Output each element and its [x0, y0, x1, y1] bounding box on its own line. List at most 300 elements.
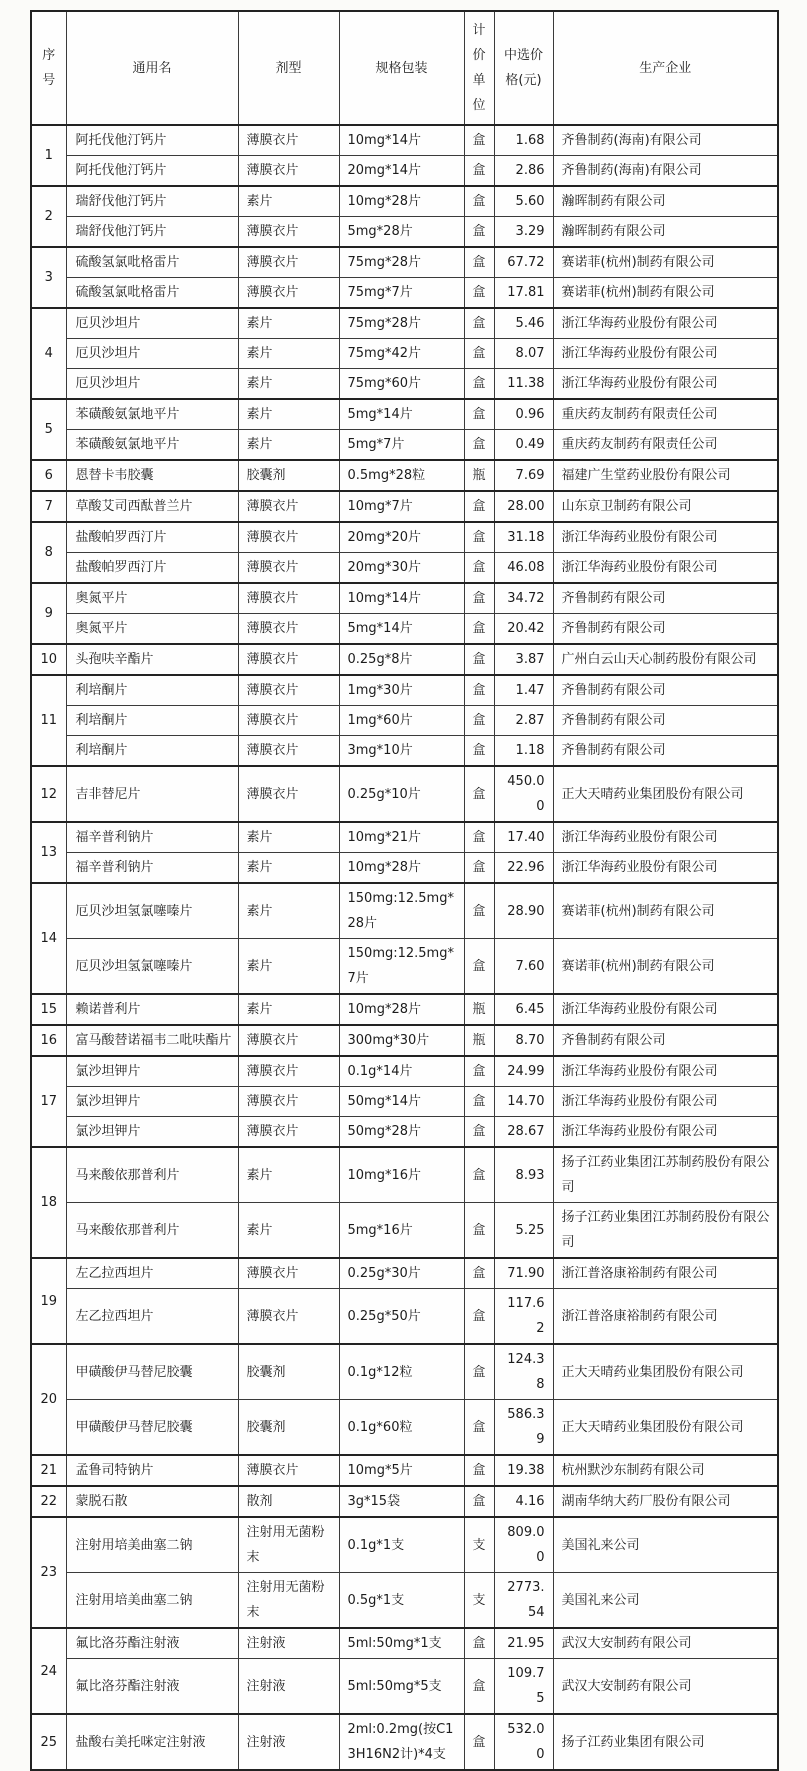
- cell-dosage-form: 素片: [238, 883, 339, 939]
- cell-spec: 10mg*28片: [339, 186, 464, 217]
- cell-manufacturer: 美国礼来公司: [553, 1573, 778, 1629]
- cell-dosage-form: 薄膜衣片: [238, 125, 339, 156]
- cell-serial-no: 24: [31, 1628, 66, 1714]
- cell-price: 71.90: [494, 1258, 553, 1289]
- cell-spec: 5mg*14片: [339, 614, 464, 645]
- cell-price: 20.42: [494, 614, 553, 645]
- cell-unit: 盒: [464, 614, 494, 645]
- cell-generic-name: 头孢呋辛酯片: [66, 644, 238, 675]
- cell-generic-name: 氯沙坦钾片: [66, 1056, 238, 1087]
- cell-price: 17.81: [494, 278, 553, 309]
- cell-generic-name: 苯磺酸氨氯地平片: [66, 430, 238, 461]
- cell-price: 1.47: [494, 675, 553, 706]
- cell-unit: 盒: [464, 1289, 494, 1345]
- cell-generic-name: 草酸艾司西酞普兰片: [66, 491, 238, 522]
- cell-price: 3.29: [494, 217, 553, 248]
- table-row: [31, 1289, 778, 1345]
- table-row: [31, 1025, 778, 1056]
- cell-manufacturer: 正大天晴药业集团股份有限公司: [553, 766, 778, 822]
- table-row: [31, 430, 778, 461]
- cell-generic-name: 福辛普利钠片: [66, 822, 238, 853]
- cell-unit: 盒: [464, 1659, 494, 1715]
- cell-spec: 0.5g*1支: [339, 1573, 464, 1629]
- col-header-price: 中选价格(元): [494, 11, 553, 125]
- table-row: [31, 339, 778, 369]
- cell-spec: 75mg*42片: [339, 339, 464, 369]
- cell-manufacturer: 浙江华海药业股份有限公司: [553, 822, 778, 853]
- cell-dosage-form: 薄膜衣片: [238, 1289, 339, 1345]
- table-row: [31, 186, 778, 217]
- cell-serial-no: 20: [31, 1344, 66, 1455]
- cell-manufacturer: 浙江华海药业股份有限公司: [553, 853, 778, 884]
- cell-dosage-form: 薄膜衣片: [238, 736, 339, 767]
- cell-generic-name: 福辛普利钠片: [66, 853, 238, 884]
- table-row: [31, 399, 778, 430]
- cell-generic-name: 盐酸帕罗西汀片: [66, 553, 238, 584]
- cell-unit: 瓶: [464, 994, 494, 1025]
- cell-dosage-form: 薄膜衣片: [238, 766, 339, 822]
- cell-spec: 10mg*16片: [339, 1147, 464, 1203]
- cell-unit: 盒: [464, 369, 494, 400]
- cell-price: 5.46: [494, 308, 553, 339]
- cell-unit: 盒: [464, 822, 494, 853]
- cell-generic-name: 孟鲁司特钠片: [66, 1455, 238, 1486]
- cell-spec: 10mg*28片: [339, 994, 464, 1025]
- cell-generic-name: 马来酸依那普利片: [66, 1147, 238, 1203]
- col-header-dosage-form: 剂型: [238, 11, 339, 125]
- cell-unit: 支: [464, 1573, 494, 1629]
- table-row: [31, 156, 778, 187]
- cell-price: 4.16: [494, 1486, 553, 1517]
- cell-serial-no: 11: [31, 675, 66, 766]
- cell-unit: 盒: [464, 1400, 494, 1456]
- table-row: [31, 766, 778, 822]
- cell-price: 11.38: [494, 369, 553, 400]
- cell-unit: 盒: [464, 939, 494, 995]
- cell-price: 8.07: [494, 339, 553, 369]
- cell-spec: 3g*15袋: [339, 1486, 464, 1517]
- cell-unit: 盒: [464, 1147, 494, 1203]
- cell-unit: 支: [464, 1517, 494, 1573]
- table-row: [31, 1517, 778, 1573]
- cell-spec: 10mg*28片: [339, 853, 464, 884]
- cell-dosage-form: 素片: [238, 369, 339, 400]
- cell-dosage-form: 素片: [238, 853, 339, 884]
- cell-manufacturer: 山东京卫制药有限公司: [553, 491, 778, 522]
- cell-dosage-form: 素片: [238, 822, 339, 853]
- cell-spec: 0.1g*14片: [339, 1056, 464, 1087]
- table-row: [31, 706, 778, 736]
- cell-price: 1.18: [494, 736, 553, 767]
- cell-dosage-form: 薄膜衣片: [238, 491, 339, 522]
- cell-dosage-form: 素片: [238, 994, 339, 1025]
- cell-unit: 盒: [464, 1258, 494, 1289]
- cell-manufacturer: 齐鲁制药(海南)有限公司: [553, 156, 778, 187]
- table-row: [31, 644, 778, 675]
- cell-unit: 盒: [464, 125, 494, 156]
- cell-spec: 0.5mg*28粒: [339, 460, 464, 491]
- cell-spec: 10mg*14片: [339, 583, 464, 614]
- cell-spec: 10mg*7片: [339, 491, 464, 522]
- cell-unit: 盒: [464, 1486, 494, 1517]
- cell-manufacturer: 浙江华海药业股份有限公司: [553, 339, 778, 369]
- cell-unit: 盒: [464, 1203, 494, 1259]
- cell-spec: 150mg:12.5mg*28片: [339, 883, 464, 939]
- cell-spec: 300mg*30片: [339, 1025, 464, 1056]
- cell-spec: 20mg*14片: [339, 156, 464, 187]
- col-header-serial-no: 序号: [31, 11, 66, 125]
- cell-price: 67.72: [494, 247, 553, 278]
- cell-manufacturer: 齐鲁制药有限公司: [553, 675, 778, 706]
- cell-price: 28.90: [494, 883, 553, 939]
- cell-generic-name: 吉非替尼片: [66, 766, 238, 822]
- table-row: [31, 853, 778, 884]
- cell-manufacturer: 浙江华海药业股份有限公司: [553, 553, 778, 584]
- cell-unit: 瓶: [464, 1025, 494, 1056]
- cell-manufacturer: 浙江华海药业股份有限公司: [553, 1117, 778, 1148]
- cell-serial-no: 17: [31, 1056, 66, 1147]
- cell-price: 14.70: [494, 1087, 553, 1117]
- cell-dosage-form: 薄膜衣片: [238, 583, 339, 614]
- cell-dosage-form: 素片: [238, 339, 339, 369]
- cell-price: 8.70: [494, 1025, 553, 1056]
- cell-generic-name: 注射用培美曲塞二钠: [66, 1517, 238, 1573]
- cell-price: 19.38: [494, 1455, 553, 1486]
- cell-serial-no: 12: [31, 766, 66, 822]
- table-row: [31, 125, 778, 156]
- cell-price: 24.99: [494, 1056, 553, 1087]
- table-row: [31, 1573, 778, 1629]
- cell-generic-name: 氯沙坦钾片: [66, 1087, 238, 1117]
- cell-serial-no: 21: [31, 1455, 66, 1486]
- cell-manufacturer: 齐鲁制药有限公司: [553, 736, 778, 767]
- cell-dosage-form: 注射液: [238, 1659, 339, 1715]
- cell-unit: 盒: [464, 1087, 494, 1117]
- cell-generic-name: 蒙脱石散: [66, 1486, 238, 1517]
- cell-manufacturer: 广州白云山天心制药股份有限公司: [553, 644, 778, 675]
- cell-manufacturer: 赛诺菲(杭州)制药有限公司: [553, 939, 778, 995]
- cell-generic-name: 阿托伐他汀钙片: [66, 156, 238, 187]
- cell-dosage-form: 散剂: [238, 1486, 339, 1517]
- cell-spec: 3mg*10片: [339, 736, 464, 767]
- cell-price: 7.69: [494, 460, 553, 491]
- cell-dosage-form: 薄膜衣片: [238, 278, 339, 309]
- cell-manufacturer: 赛诺菲(杭州)制药有限公司: [553, 247, 778, 278]
- cell-spec: 5ml:50mg*1支: [339, 1628, 464, 1659]
- cell-dosage-form: 薄膜衣片: [238, 1455, 339, 1486]
- cell-spec: 150mg:12.5mg*7片: [339, 939, 464, 995]
- cell-dosage-form: 注射用无菌粉末: [238, 1517, 339, 1573]
- cell-spec: 0.25g*8片: [339, 644, 464, 675]
- cell-price: 450.00: [494, 766, 553, 822]
- cell-spec: 0.1g*60粒: [339, 1400, 464, 1456]
- table-row: [31, 883, 778, 939]
- table-row: [31, 614, 778, 645]
- cell-unit: 盒: [464, 308, 494, 339]
- cell-generic-name: 恩替卡韦胶囊: [66, 460, 238, 491]
- cell-dosage-form: 素片: [238, 308, 339, 339]
- cell-manufacturer: 瀚晖制药有限公司: [553, 217, 778, 248]
- cell-manufacturer: 齐鲁制药有限公司: [553, 1025, 778, 1056]
- cell-generic-name: 注射用培美曲塞二钠: [66, 1573, 238, 1629]
- cell-unit: 盒: [464, 339, 494, 369]
- table-row: [31, 1056, 778, 1087]
- table-row: [31, 994, 778, 1025]
- cell-spec: 75mg*7片: [339, 278, 464, 309]
- table-row: [31, 369, 778, 400]
- cell-spec: 10mg*21片: [339, 822, 464, 853]
- cell-manufacturer: 瀚晖制药有限公司: [553, 186, 778, 217]
- cell-generic-name: 利培酮片: [66, 706, 238, 736]
- cell-price: 0.96: [494, 399, 553, 430]
- cell-dosage-form: 素片: [238, 939, 339, 995]
- table-row: [31, 1486, 778, 1517]
- cell-price: 1.68: [494, 125, 553, 156]
- cell-spec: 10mg*5片: [339, 1455, 464, 1486]
- cell-unit: 盒: [464, 1714, 494, 1770]
- cell-price: 5.25: [494, 1203, 553, 1259]
- cell-spec: 2ml:0.2mg(按C13H16N2计)*4支: [339, 1714, 464, 1770]
- cell-dosage-form: 薄膜衣片: [238, 156, 339, 187]
- cell-manufacturer: 正大天晴药业集团股份有限公司: [553, 1344, 778, 1400]
- cell-unit: 盒: [464, 883, 494, 939]
- table-row: [31, 675, 778, 706]
- cell-dosage-form: 薄膜衣片: [238, 1258, 339, 1289]
- cell-price: 2773.54: [494, 1573, 553, 1629]
- cell-unit: 盒: [464, 217, 494, 248]
- cell-generic-name: 甲磺酸伊马替尼胶囊: [66, 1400, 238, 1456]
- cell-price: 46.08: [494, 553, 553, 584]
- cell-dosage-form: 薄膜衣片: [238, 1056, 339, 1087]
- cell-dosage-form: 薄膜衣片: [238, 644, 339, 675]
- cell-serial-no: 19: [31, 1258, 66, 1344]
- cell-dosage-form: 薄膜衣片: [238, 217, 339, 248]
- table-row: [31, 308, 778, 339]
- cell-spec: 75mg*28片: [339, 308, 464, 339]
- table-row: [31, 1147, 778, 1203]
- table-row: [31, 1203, 778, 1259]
- table-row: [31, 939, 778, 995]
- cell-serial-no: 7: [31, 491, 66, 522]
- cell-price: 34.72: [494, 583, 553, 614]
- cell-dosage-form: 胶囊剂: [238, 460, 339, 491]
- cell-dosage-form: 胶囊剂: [238, 1344, 339, 1400]
- cell-price: 109.75: [494, 1659, 553, 1715]
- cell-generic-name: 厄贝沙坦氢氯噻嗪片: [66, 883, 238, 939]
- cell-manufacturer: 浙江华海药业股份有限公司: [553, 1087, 778, 1117]
- cell-dosage-form: 注射液: [238, 1714, 339, 1770]
- cell-serial-no: 6: [31, 460, 66, 491]
- cell-serial-no: 14: [31, 883, 66, 994]
- cell-unit: 盒: [464, 853, 494, 884]
- cell-manufacturer: 浙江华海药业股份有限公司: [553, 369, 778, 400]
- cell-manufacturer: 扬子江药业集团江苏制药股份有限公司: [553, 1147, 778, 1203]
- cell-dosage-form: 薄膜衣片: [238, 675, 339, 706]
- cell-price: 3.87: [494, 644, 553, 675]
- table-row: [31, 1455, 778, 1486]
- cell-dosage-form: 薄膜衣片: [238, 247, 339, 278]
- cell-dosage-form: 薄膜衣片: [238, 706, 339, 736]
- cell-generic-name: 左乙拉西坦片: [66, 1258, 238, 1289]
- cell-serial-no: 1: [31, 125, 66, 186]
- cell-generic-name: 马来酸依那普利片: [66, 1203, 238, 1259]
- cell-spec: 20mg*20片: [339, 522, 464, 553]
- col-header-generic-name: 通用名: [66, 11, 238, 125]
- cell-dosage-form: 素片: [238, 1147, 339, 1203]
- cell-spec: 0.1g*12粒: [339, 1344, 464, 1400]
- cell-generic-name: 利培酮片: [66, 675, 238, 706]
- table-row: [31, 522, 778, 553]
- cell-unit: 盒: [464, 553, 494, 584]
- cell-generic-name: 厄贝沙坦片: [66, 339, 238, 369]
- cell-dosage-form: 注射液: [238, 1628, 339, 1659]
- cell-unit: 盒: [464, 766, 494, 822]
- cell-dosage-form: 薄膜衣片: [238, 1025, 339, 1056]
- cell-price: 117.62: [494, 1289, 553, 1345]
- cell-manufacturer: 武汉大安制药有限公司: [553, 1659, 778, 1715]
- cell-price: 5.60: [494, 186, 553, 217]
- cell-spec: 0.25g*10片: [339, 766, 464, 822]
- table-row: [31, 1087, 778, 1117]
- table-header-row: [31, 11, 778, 125]
- cell-dosage-form: 薄膜衣片: [238, 614, 339, 645]
- col-header-spec: 规格包装: [339, 11, 464, 125]
- cell-spec: 0.25g*30片: [339, 1258, 464, 1289]
- cell-manufacturer: 武汉大安制药有限公司: [553, 1628, 778, 1659]
- table-row: [31, 1344, 778, 1400]
- cell-serial-no: 8: [31, 522, 66, 583]
- drug-price-table: [30, 10, 779, 1771]
- cell-manufacturer: 赛诺菲(杭州)制药有限公司: [553, 278, 778, 309]
- cell-unit: 瓶: [464, 460, 494, 491]
- cell-price: 6.45: [494, 994, 553, 1025]
- cell-dosage-form: 注射用无菌粉末: [238, 1573, 339, 1629]
- table-row: [31, 553, 778, 584]
- cell-generic-name: 苯磺酸氨氯地平片: [66, 399, 238, 430]
- cell-manufacturer: 浙江华海药业股份有限公司: [553, 308, 778, 339]
- cell-spec: 5mg*16片: [339, 1203, 464, 1259]
- cell-spec: 50mg*14片: [339, 1087, 464, 1117]
- cell-price: 21.95: [494, 1628, 553, 1659]
- cell-serial-no: 15: [31, 994, 66, 1025]
- cell-manufacturer: 齐鲁制药有限公司: [553, 706, 778, 736]
- cell-serial-no: 2: [31, 186, 66, 247]
- table-row: [31, 491, 778, 522]
- cell-spec: 75mg*60片: [339, 369, 464, 400]
- cell-generic-name: 厄贝沙坦氢氯噻嗪片: [66, 939, 238, 995]
- cell-dosage-form: 素片: [238, 399, 339, 430]
- cell-unit: 盒: [464, 675, 494, 706]
- cell-dosage-form: 素片: [238, 186, 339, 217]
- cell-unit: 盒: [464, 706, 494, 736]
- cell-unit: 盒: [464, 491, 494, 522]
- cell-spec: 5ml:50mg*5支: [339, 1659, 464, 1715]
- cell-manufacturer: 重庆药友制药有限责任公司: [553, 430, 778, 461]
- cell-serial-no: 25: [31, 1714, 66, 1770]
- cell-serial-no: 10: [31, 644, 66, 675]
- cell-generic-name: 氟比洛芬酯注射液: [66, 1659, 238, 1715]
- col-header-unit: 计价单位: [464, 11, 494, 125]
- cell-manufacturer: 湖南华纳大药厂股份有限公司: [553, 1486, 778, 1517]
- table-row: [31, 247, 778, 278]
- cell-manufacturer: 美国礼来公司: [553, 1517, 778, 1573]
- cell-generic-name: 瑞舒伐他汀钙片: [66, 217, 238, 248]
- cell-spec: 5mg*28片: [339, 217, 464, 248]
- table-body: [31, 125, 778, 1770]
- cell-generic-name: 奥氮平片: [66, 614, 238, 645]
- cell-manufacturer: 杭州默沙东制药有限公司: [553, 1455, 778, 1486]
- cell-manufacturer: 扬子江药业集团江苏制药股份有限公司: [553, 1203, 778, 1259]
- cell-price: 586.39: [494, 1400, 553, 1456]
- cell-generic-name: 硫酸氢氯吡格雷片: [66, 278, 238, 309]
- cell-dosage-form: 薄膜衣片: [238, 1117, 339, 1148]
- cell-generic-name: 阿托伐他汀钙片: [66, 125, 238, 156]
- drug-price-table-wrap: [30, 10, 779, 1771]
- cell-generic-name: 氟比洛芬酯注射液: [66, 1628, 238, 1659]
- cell-spec: 1mg*30片: [339, 675, 464, 706]
- cell-price: 8.93: [494, 1147, 553, 1203]
- cell-unit: 盒: [464, 583, 494, 614]
- cell-unit: 盒: [464, 522, 494, 553]
- cell-price: 28.00: [494, 491, 553, 522]
- cell-generic-name: 甲磺酸伊马替尼胶囊: [66, 1344, 238, 1400]
- cell-generic-name: 左乙拉西坦片: [66, 1289, 238, 1345]
- col-header-manufacturer: 生产企业: [553, 11, 778, 125]
- table-row: [31, 822, 778, 853]
- cell-price: 809.00: [494, 1517, 553, 1573]
- table-row: [31, 1714, 778, 1770]
- cell-generic-name: 硫酸氢氯吡格雷片: [66, 247, 238, 278]
- cell-manufacturer: 福建广生堂药业股份有限公司: [553, 460, 778, 491]
- cell-manufacturer: 齐鲁制药有限公司: [553, 583, 778, 614]
- cell-unit: 盒: [464, 644, 494, 675]
- table-row: [31, 1117, 778, 1148]
- cell-dosage-form: 素片: [238, 1203, 339, 1259]
- cell-price: 532.00: [494, 1714, 553, 1770]
- cell-spec: 0.25g*50片: [339, 1289, 464, 1345]
- table-row: [31, 1659, 778, 1715]
- cell-manufacturer: 浙江华海药业股份有限公司: [553, 522, 778, 553]
- cell-manufacturer: 重庆药友制药有限责任公司: [553, 399, 778, 430]
- cell-manufacturer: 正大天晴药业集团股份有限公司: [553, 1400, 778, 1456]
- cell-manufacturer: 扬子江药业集团有限公司: [553, 1714, 778, 1770]
- cell-serial-no: 23: [31, 1517, 66, 1628]
- cell-spec: 75mg*28片: [339, 247, 464, 278]
- cell-spec: 20mg*30片: [339, 553, 464, 584]
- cell-unit: 盒: [464, 1117, 494, 1148]
- cell-spec: 5mg*14片: [339, 399, 464, 430]
- cell-manufacturer: 齐鲁制药(海南)有限公司: [553, 125, 778, 156]
- cell-generic-name: 瑞舒伐他汀钙片: [66, 186, 238, 217]
- cell-price: 2.87: [494, 706, 553, 736]
- cell-manufacturer: 浙江华海药业股份有限公司: [553, 1056, 778, 1087]
- table-row: [31, 1258, 778, 1289]
- cell-serial-no: 3: [31, 247, 66, 308]
- cell-manufacturer: 浙江普洛康裕制药有限公司: [553, 1258, 778, 1289]
- cell-serial-no: 9: [31, 583, 66, 644]
- cell-dosage-form: 薄膜衣片: [238, 553, 339, 584]
- cell-price: 17.40: [494, 822, 553, 853]
- cell-unit: 盒: [464, 1344, 494, 1400]
- cell-dosage-form: 素片: [238, 430, 339, 461]
- cell-unit: 盒: [464, 736, 494, 767]
- cell-spec: 50mg*28片: [339, 1117, 464, 1148]
- cell-dosage-form: 薄膜衣片: [238, 1087, 339, 1117]
- cell-unit: 盒: [464, 430, 494, 461]
- cell-generic-name: 氯沙坦钾片: [66, 1117, 238, 1148]
- cell-price: 0.49: [494, 430, 553, 461]
- cell-manufacturer: 赛诺菲(杭州)制药有限公司: [553, 883, 778, 939]
